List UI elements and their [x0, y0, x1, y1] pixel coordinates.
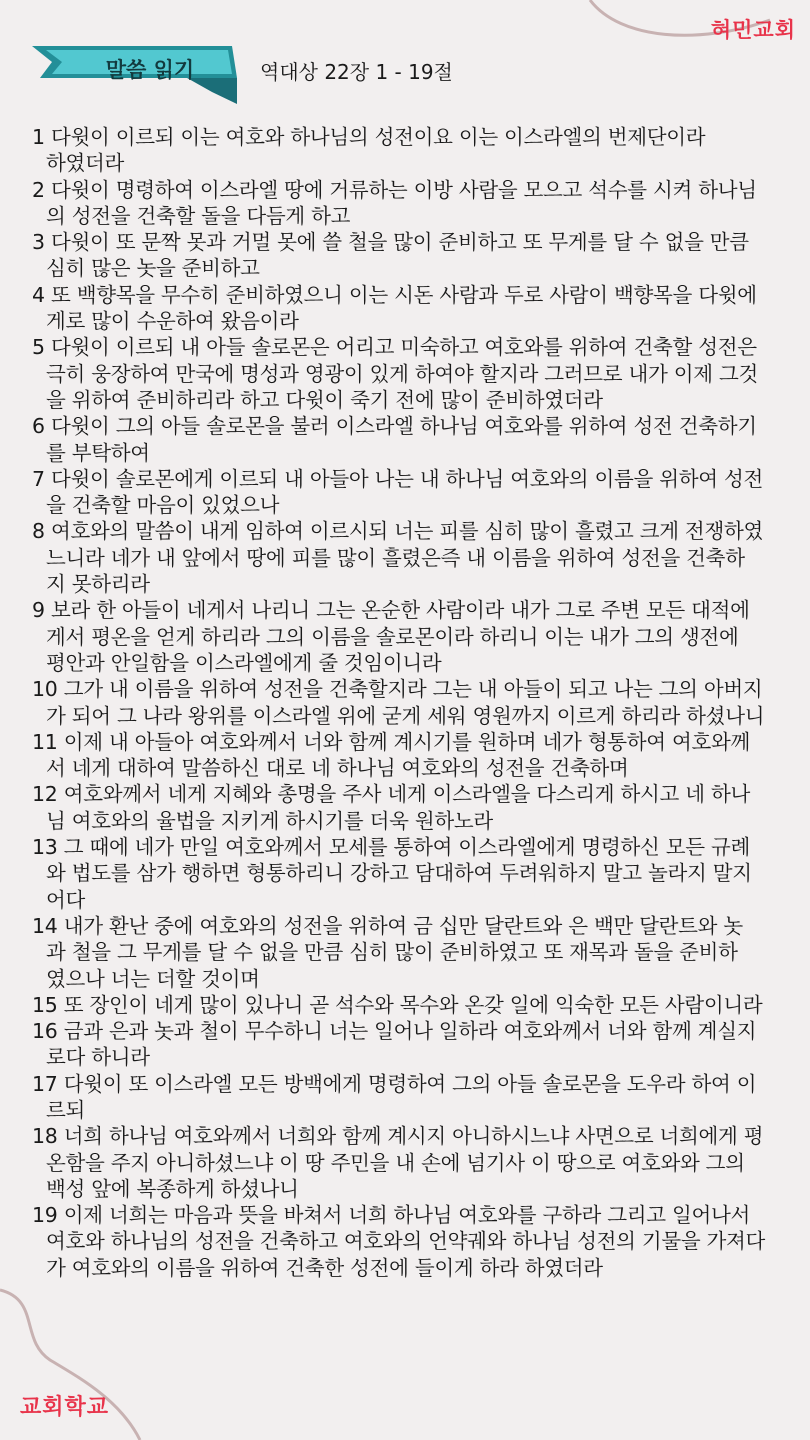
- verse-text: 다윗이 또 이스라엘 모든 방백에게 명령하여 그의 아들 솔로몬을 도우라 하여 이 르되: [46, 1071, 757, 1122]
- verse-number: 9: [32, 598, 45, 623]
- verse-text: 또 장인이 네게 많이 있나니 곧 석수와 목수와 온갖 일에 익숙한 모든 사람이니라: [63, 992, 763, 1017]
- verse-item: [32, 1071, 792, 1124]
- verse-item: [32, 729, 792, 782]
- verse-item: [32, 676, 792, 729]
- verse-number: 13: [32, 835, 58, 860]
- verse-item: [32, 992, 792, 1018]
- verse-number: 2: [32, 177, 45, 202]
- verse-number: 1: [32, 125, 45, 149]
- verse-number: 18: [32, 1124, 58, 1149]
- verse-item: [32, 124, 792, 177]
- verse-item: [32, 781, 792, 834]
- verse-item: [32, 413, 792, 466]
- verse-number: 6: [32, 414, 45, 439]
- verse-text: 여호와께서 네게 지혜와 총명을 주사 네게 이스라엘을 다스리게 하시고 네 하나 님 여호와의 율법을 지키게 하시기를 더욱 원하노라: [46, 782, 750, 833]
- verse-number: 11: [32, 729, 58, 754]
- verse-text: 금과 은과 놋과 철이 무수하니 너는 일어나 일하라 여호와께서 너와 함께 계실지 로다 하니라: [46, 1019, 757, 1070]
- verse-item: [32, 177, 792, 230]
- verse-text: 여호와의 말씀이 내게 임하여 이르시되 너는 피를 심히 많이 흘렸고 크게 전쟁하였 느니라 네가 내 앞에서 땅에 피를 많이 흘렸은즉 내 이름을 위하여 성전을 건축하 지 못하리라: [46, 519, 763, 597]
- verse-text: 이제 너희는 마음과 뜻을 바쳐서 너희 하나님 여호와를 구하라 그리고 일어나서 여호와 하나님의 성전을 건축하고 여호와의 언약궤와 하나님 성전의 기물을 가져다 가 여호와의 이름을 위하여 건축한 성전에 들이게 하라 하였더라: [46, 1203, 766, 1280]
- verse-item: [32, 597, 792, 676]
- verse-item: [32, 282, 792, 335]
- reading-header: [32, 44, 772, 104]
- verse-item: [32, 1202, 792, 1281]
- verse-text: 이제 내 아들아 여호와께서 너와 함께 계시기를 원하며 네가 형통하여 여호와께 서 네게 대하여 말씀하신 대로 네 하나님 여호와의 성전을 건축하며: [46, 729, 750, 781]
- verse-item: [32, 1018, 792, 1071]
- verse-number: 14: [32, 913, 58, 938]
- verse-text: 다윗이 이르되 내 아들 솔로몬은 어리고 미숙하고 여호와를 위하여 건축할 성전은 극히 웅장하여 만국에 명성과 영광이 있게 하여야 할지라 그러므로 내가 이제 그것 을 위하여 준비하리라 하고 다윗이 죽기 전에 많이 준비하였더라: [46, 335, 758, 412]
- church-name: 혀민교회: [710, 18, 796, 42]
- verse-item: [32, 466, 792, 519]
- verse-text: 다윗이 이르되 이는 여호와 하나님의 성전이요 이는 이스라엘의 번제단이라 하였더라: [46, 125, 706, 176]
- verse-text: 다윗이 또 문짝 못과 거멀 못에 쓸 철을 많이 준비하고 또 무게를 달 수 없을 만큼 심히 많은 놋을 준비하고: [46, 230, 749, 281]
- verse-text: 다윗이 솔로몬에게 이르되 내 아들아 나는 내 하나님 여호와의 이름을 위하여 성전 을 건축할 마음이 있었으나: [46, 466, 763, 518]
- verse-text: 그 때에 네가 만일 여호와께서 모세를 통하여 이스라엘에게 명령하신 모든 규례 와 법도를 삼가 행하면 형통하리니 강하고 담대하여 두려워하지 말고 놀라지 말지 어다: [46, 835, 752, 912]
- verse-text: 다윗이 그의 아들 솔로몬을 불러 이스라엘 하나님 여호와를 위하여 성전 건축하기 를 부탁하여: [46, 414, 757, 465]
- verse-item: [32, 229, 792, 282]
- verse-number: 10: [32, 677, 58, 702]
- verse-item: [32, 518, 792, 597]
- verse-number: 15: [32, 992, 58, 1017]
- verse-text: 다윗이 명령하여 이스라엘 땅에 거류하는 이방 사람을 모으고 석수를 시켜 하나님 의 성전을 건축할 돌을 다듬게 하고: [46, 177, 757, 228]
- verse-text: 내가 환난 중에 여호와의 성전을 위하여 금 십만 달란트와 은 백만 달란트와 놋 과 철을 그 무게를 달 수 없을 만큼 심히 많이 준비하였고 또 재목과 돌을 준비하 였으나 너는 더할 것이며: [46, 913, 743, 991]
- verse-text: 그가 내 이름을 위하여 성전을 건축할지라 그는 내 아들이 되고 나는 그의 아버지 가 되어 그 나라 왕위를 이스라엘 위에 굳게 세워 영원까지 이르게 하리라 하셨나니: [46, 677, 765, 728]
- verse-number: 8: [32, 519, 45, 544]
- verse-item: [32, 834, 792, 913]
- verse-number: 4: [32, 282, 45, 307]
- verse-item: [32, 1123, 792, 1202]
- verse-item: [32, 913, 792, 992]
- verse-number: 12: [32, 782, 58, 807]
- verse-number: 16: [32, 1019, 58, 1044]
- verse-number: 7: [32, 466, 45, 491]
- passage-reference: 역대상 22장 1 - 19절: [260, 60, 453, 84]
- verse-item: [32, 334, 792, 413]
- verse-text: 보라 한 아들이 네게서 나리니 그는 온순한 사람이라 내가 그로 주변 모든 대적에 게서 평온을 얻게 하리라 그의 이름을 솔로몬이라 하리니 이는 내가 그의 생전에 평안과 안일함을 이스라엘에게 줄 것임이니라: [46, 598, 750, 675]
- verse-number: 17: [32, 1071, 58, 1096]
- verse-text: 너희 하나님 여호와께서 너희와 함께 계시지 아니하시느냐 사면으로 너희에게 평 온함을 주지 아니하셨느냐 이 땅 주민을 내 손에 넘기사 이 땅으로 여호와와 그의 백성 앞에 복종하게 하셨나니: [46, 1124, 764, 1201]
- verse-number: 5: [32, 335, 45, 360]
- verse-text: 또 백향목을 무수히 준비하였으니 이는 시돈 사람과 두로 사람이 백향목을 다윗에 게로 많이 수운하여 왔음이라: [46, 282, 757, 334]
- verse-list: [32, 124, 792, 1281]
- school-name: 교회학교: [20, 1395, 110, 1420]
- verse-number: 19: [32, 1203, 58, 1228]
- section-title: 말씀 읽기: [105, 58, 195, 82]
- verse-number: 3: [32, 230, 45, 255]
